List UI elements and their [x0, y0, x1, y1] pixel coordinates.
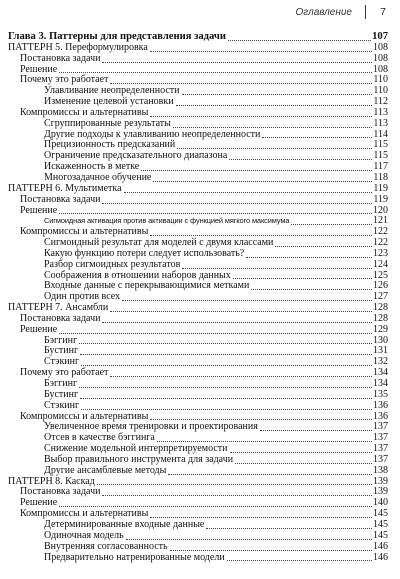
toc-entry[interactable] [8, 195, 388, 206]
toc-entry-page: 146 [373, 540, 388, 552]
toc-entry-page: 146 [373, 551, 388, 563]
toc-entry-page: 140 [373, 497, 388, 509]
toc-entry-page: 108 [373, 63, 388, 75]
toc-entry-title: Сигмоидный результат для моделей с двумя классами [44, 237, 274, 249]
dot-leader [177, 148, 372, 149]
toc-entry[interactable] [8, 206, 388, 217]
toc-entry-title: Многозадачное обучение [44, 171, 152, 183]
toc-entry-page: 134 [373, 367, 388, 379]
dot-leader [176, 105, 373, 106]
toc-entry-title: ПАТТЕРН 5. Переформулировка [8, 41, 148, 53]
header-divider [365, 5, 366, 19]
toc-entry-page: 122 [373, 226, 388, 238]
dot-leader [262, 137, 372, 138]
toc-entry-page: 136 [373, 399, 388, 411]
dot-leader [260, 430, 372, 431]
toc-entry[interactable] [8, 314, 388, 325]
toc-entry-page: 115 [373, 139, 388, 151]
dot-leader [126, 539, 372, 540]
dot-leader [102, 322, 372, 323]
dot-leader [110, 83, 372, 84]
toc-entry-title: Отсев в качестве бэггинга [44, 432, 155, 444]
dot-leader [291, 224, 372, 225]
dot-leader [229, 159, 372, 160]
toc-entry-title: Решение [20, 323, 58, 335]
dot-leader [170, 550, 372, 551]
toc-entry-title: Сигмоидная активация против активации с функцией мягкого максимума [44, 216, 290, 226]
toc-entry-title: Решение [20, 497, 58, 509]
toc-entry-title: Постановка задачи [20, 52, 101, 64]
toc-entry-title: Внутренняя согласованность [44, 540, 168, 552]
toc-entry[interactable] [8, 325, 388, 336]
dot-leader [227, 560, 372, 561]
dot-leader [102, 62, 372, 63]
dot-leader [150, 235, 372, 236]
dot-leader [168, 474, 372, 475]
dot-leader [141, 170, 372, 171]
toc-entry-title: Постановка задачи [20, 312, 101, 324]
toc-entry-page: 112 [373, 96, 388, 108]
dot-leader [233, 278, 372, 279]
toc-entry-title: Решение [20, 63, 58, 75]
toc-entry-title: Бустинг [44, 388, 79, 400]
toc-entry-page: 123 [373, 247, 388, 259]
toc-entry-title: Изменение целевой установки [44, 96, 174, 108]
dot-leader [230, 452, 373, 453]
toc-entry-page: 137 [373, 421, 388, 433]
dot-leader [59, 72, 372, 73]
toc-entry-page: 115 [373, 150, 388, 162]
dot-leader [150, 517, 372, 518]
toc-entry-page: 114 [373, 128, 388, 140]
toc-entry-title: ПАТТЕРН 8. Каскад [8, 475, 95, 487]
toc-entry-title: Глава 3. Паттерны для представления задачи [8, 31, 226, 42]
toc-entry-title: Бустинг [44, 345, 79, 357]
toc-entry-page: 110 [373, 74, 388, 86]
toc-entry-page: 137 [373, 453, 388, 465]
dot-leader [150, 51, 372, 52]
dot-leader [182, 94, 373, 95]
toc-entry-title: Один против всех [44, 291, 121, 303]
toc-entry[interactable] [8, 466, 388, 477]
dot-leader [182, 268, 372, 269]
toc-entry-title: Компромиссы и альтернативы [20, 508, 149, 520]
toc-entry-page: 145 [373, 529, 388, 541]
toc-entry-page: 136 [373, 410, 388, 422]
toc-entry-page: 125 [373, 269, 388, 281]
toc-entry-title: Постановка задачи [20, 486, 101, 498]
page-number: 7 [380, 6, 386, 18]
dot-leader [246, 257, 372, 258]
dot-leader [110, 376, 372, 377]
toc-entry-title: Бэггинг [44, 334, 78, 346]
toc-entry-page: 128 [373, 312, 388, 324]
toc-entry-page: 108 [373, 41, 388, 53]
toc-entry-title: Прецизионность предсказаний [44, 139, 176, 151]
toc-entry-page: 138 [373, 464, 388, 476]
toc-entry-page: 130 [373, 334, 388, 346]
dot-leader [110, 311, 372, 312]
toc-entry[interactable] [8, 260, 388, 271]
toc-entry-page: 117 [373, 161, 388, 173]
toc-entry-title: Компромиссы и альтернативы [20, 106, 149, 118]
dot-leader [81, 409, 372, 410]
toc-entry-title: Увеличенное время тренировки и проектирования [44, 421, 258, 433]
toc-entry-page: 119 [373, 193, 388, 205]
toc-entry-title: Детерминированные входные данные [44, 518, 205, 530]
toc-entry-title: Постановка задачи [20, 193, 101, 205]
toc-entry[interactable] [8, 542, 388, 553]
toc-entry-title: Входные данные с перекрывающимися метками [44, 280, 250, 292]
toc-entry-title: Бэггинг [44, 378, 78, 389]
toc-entry-page: 132 [373, 356, 388, 368]
dot-leader [251, 289, 372, 290]
dot-leader [150, 419, 372, 420]
toc-entry-title: Искаженность в метке [44, 161, 140, 173]
toc-entry-title: Стэкинг [44, 399, 80, 411]
toc-entry-title: Почему это работает [20, 74, 109, 86]
toc-entry-page: 121 [373, 215, 388, 227]
dot-leader [97, 484, 372, 485]
dot-leader [122, 300, 372, 301]
dot-leader [59, 506, 372, 507]
toc-entry-page: 108 [373, 52, 388, 64]
toc-entry-title: Другие подходы к улавливанию неопределенности [44, 128, 261, 140]
toc-entry-page: 145 [373, 518, 388, 530]
dot-leader [80, 354, 372, 355]
toc-entry[interactable] [8, 401, 388, 412]
dot-leader [102, 203, 372, 204]
toc-entry-page: 124 [373, 258, 388, 270]
toc-entry-page: 137 [373, 443, 388, 455]
toc-entry-title: Выбор правильного инструмента для задачи [44, 453, 234, 465]
toc-entry-title: Какую функцию потери следует использовать? [44, 247, 245, 259]
dot-leader [81, 365, 372, 366]
toc-entry-title: Другие ансамблевые методы [44, 464, 167, 476]
toc-entry-page: 145 [373, 508, 388, 520]
toc-entry-title: Разбор сигмоидных результатов [44, 258, 181, 270]
toc-entry-page: 122 [373, 237, 388, 249]
dot-leader [59, 213, 372, 214]
dot-leader [150, 116, 372, 117]
toc-entry-title: Одиночная модель [44, 529, 124, 541]
toc-entry-page: 127 [373, 291, 388, 303]
toc-entry-title: Почему это работает [20, 367, 109, 379]
toc-entry-title: Решение [20, 204, 58, 216]
dot-leader [235, 463, 372, 464]
dot-leader [228, 40, 371, 41]
dot-leader [59, 333, 372, 334]
toc-entry-page: 137 [373, 432, 388, 444]
toc-entry-page: 131 [373, 345, 388, 357]
dot-leader [153, 181, 372, 182]
toc-entry[interactable] [8, 119, 388, 130]
toc-entry-page: 113 [373, 106, 388, 118]
dot-leader [124, 192, 373, 193]
toc-entry-title: Компромиссы и альтернативы [20, 226, 149, 238]
toc-entry-title: Соображения в отношении наборов данных [44, 269, 231, 281]
toc-entry[interactable] [8, 553, 388, 564]
running-header: Оглавление [295, 7, 352, 18]
toc-entry-title: Стэкинг [44, 356, 80, 368]
dot-leader [80, 398, 372, 399]
toc-entry-page: 139 [373, 475, 388, 487]
dot-leader [173, 127, 372, 128]
toc-entry-page: 128 [373, 302, 388, 314]
dot-leader [275, 246, 372, 247]
toc-entry-title: ПАТТЕРН 7. Ансамбли [8, 302, 109, 314]
dot-leader [79, 343, 372, 344]
toc-entry-page: 120 [373, 204, 388, 216]
dot-leader [102, 495, 372, 496]
toc-entry-title: Снижение модельной интерпретируемости [44, 443, 228, 455]
toc-entry-page: 135 [373, 388, 388, 400]
toc-entry-title: Улавливание неопределенности [44, 85, 180, 97]
toc-entry-page: 126 [373, 280, 388, 292]
toc-entry-page: 110 [373, 85, 388, 97]
toc-entry[interactable] [8, 54, 388, 65]
toc-entry-page: 113 [373, 117, 388, 129]
toc-entry-page: 107 [372, 31, 388, 42]
dot-leader [79, 387, 372, 388]
toc-entry-page: 118 [373, 171, 388, 183]
toc-entry[interactable] [8, 487, 388, 498]
toc-entry-page: 139 [373, 486, 388, 498]
dot-leader [157, 441, 372, 442]
toc-entry-page: 119 [373, 182, 388, 194]
toc-entry-title: Компромиссы и альтернативы [20, 410, 149, 422]
page-header [0, 0, 400, 26]
table-of-contents [8, 32, 388, 563]
toc-entry-title: Ограничение предсказательного диапазона [44, 150, 228, 162]
toc-entry-title: ПАТТЕРН 6. Мультиметка [8, 182, 122, 194]
toc-entry-page: 129 [373, 323, 388, 335]
dot-leader [206, 528, 372, 529]
toc-entry-title: Предварительно натренированные модели [44, 551, 225, 563]
toc-entry-page: 134 [373, 378, 388, 389]
toc-entry-title: Сгруппированные результаты [44, 117, 171, 129]
